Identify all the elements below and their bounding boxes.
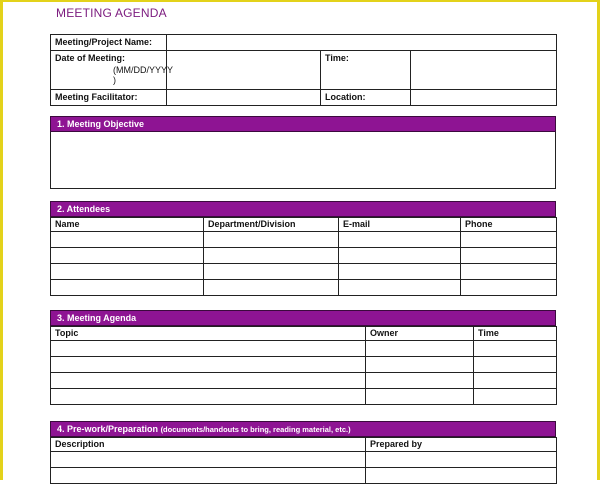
table-cell[interactable] xyxy=(366,452,557,468)
date-label: Date of Meeting: xyxy=(55,53,126,63)
table-cell[interactable] xyxy=(366,341,474,357)
table-cell[interactable] xyxy=(474,341,557,357)
attendees-table xyxy=(50,217,557,296)
project-name-label: Meeting/Project Name: xyxy=(51,35,167,51)
section-attendees-title: 2. Attendees xyxy=(57,204,111,214)
table-cell[interactable] xyxy=(51,373,366,389)
section-agenda-title: 3. Meeting Agenda xyxy=(57,313,137,323)
column-header: Description xyxy=(51,438,366,452)
table-cell[interactable] xyxy=(339,264,461,280)
section-objective-header xyxy=(50,116,556,132)
column-header: Name xyxy=(51,218,204,232)
table-cell[interactable] xyxy=(204,232,339,248)
meeting-info-table xyxy=(50,34,557,106)
column-header: Phone xyxy=(461,218,557,232)
table-cell[interactable] xyxy=(339,280,461,296)
table-row xyxy=(51,357,557,373)
table-cell[interactable] xyxy=(366,468,557,484)
table-cell[interactable] xyxy=(204,280,339,296)
table-row xyxy=(51,389,557,405)
column-header: Department/Division xyxy=(204,218,339,232)
date-field[interactable] xyxy=(167,51,321,90)
section-objective-title: 1. Meeting Objective xyxy=(57,119,145,129)
table-cell[interactable] xyxy=(204,264,339,280)
table-cell[interactable] xyxy=(474,389,557,405)
facilitator-label: Meeting Facilitator: xyxy=(51,90,167,106)
table-cell[interactable] xyxy=(51,232,204,248)
table-cell[interactable] xyxy=(366,373,474,389)
column-header: Topic xyxy=(51,327,366,341)
column-header: Prepared by xyxy=(366,438,557,452)
table-cell[interactable] xyxy=(204,248,339,264)
section-agenda-header xyxy=(50,310,556,326)
table-row xyxy=(51,264,557,280)
prework-table xyxy=(50,437,557,484)
table-row xyxy=(51,280,557,296)
table-cell[interactable] xyxy=(474,357,557,373)
objective-field[interactable] xyxy=(50,132,556,189)
project-name-field[interactable] xyxy=(167,35,557,51)
table-cell[interactable] xyxy=(474,373,557,389)
table-row xyxy=(51,248,557,264)
table-cell[interactable] xyxy=(51,357,366,373)
table-row xyxy=(51,452,557,468)
time-label: Time: xyxy=(321,51,411,90)
section-prework-header xyxy=(50,421,556,437)
table-cell[interactable] xyxy=(51,280,204,296)
table-cell[interactable] xyxy=(51,248,204,264)
column-header: E-mail xyxy=(339,218,461,232)
table-row xyxy=(51,232,557,248)
date-cell xyxy=(51,51,174,90)
location-field[interactable] xyxy=(411,90,557,106)
table-cell[interactable] xyxy=(51,341,366,357)
date-format-hint: (MM/DD/YYYY xyxy=(113,65,174,75)
table-cell[interactable] xyxy=(366,389,474,405)
section-prework-note: (documents/handouts to bring, reading material, etc.) xyxy=(160,425,351,434)
table-cell[interactable] xyxy=(51,264,204,280)
section-attendees-header xyxy=(50,201,556,217)
column-header: Time xyxy=(474,327,557,341)
agenda-table xyxy=(50,326,557,405)
page-title: MEETING AGENDA xyxy=(56,6,167,20)
table-cell[interactable] xyxy=(461,248,557,264)
table-cell[interactable] xyxy=(339,232,461,248)
location-label: Location: xyxy=(321,90,411,106)
table-cell[interactable] xyxy=(366,357,474,373)
table-cell[interactable] xyxy=(51,452,366,468)
time-field[interactable] xyxy=(411,51,557,90)
table-cell[interactable] xyxy=(461,264,557,280)
table-cell[interactable] xyxy=(51,468,366,484)
column-header: Owner xyxy=(366,327,474,341)
section-prework-title: 4. Pre-work/Preparation xyxy=(57,424,159,434)
table-cell[interactable] xyxy=(461,280,557,296)
table-row xyxy=(51,468,557,484)
date-format-hint-close: ) xyxy=(113,75,116,85)
table-cell[interactable] xyxy=(51,389,366,405)
facilitator-field[interactable] xyxy=(167,90,321,106)
table-cell[interactable] xyxy=(461,232,557,248)
table-row xyxy=(51,341,557,357)
table-cell[interactable] xyxy=(339,248,461,264)
table-row xyxy=(51,373,557,389)
